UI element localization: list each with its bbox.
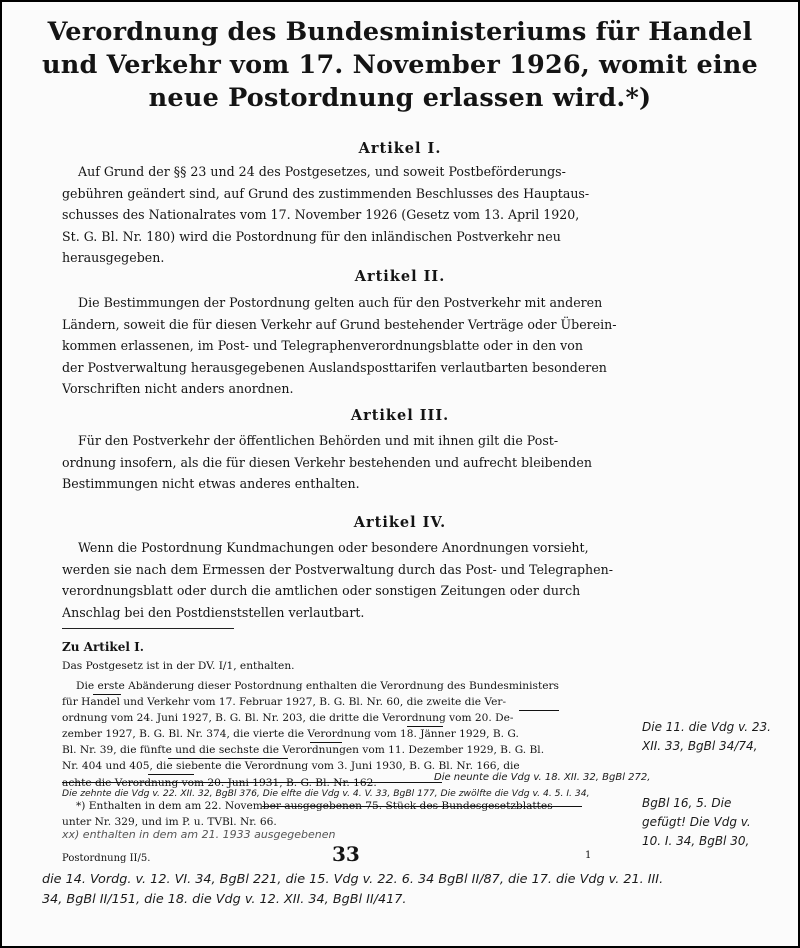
title-line: neue Postordnung erlassen wird.*)	[148, 83, 652, 113]
title-line: Verordnung des Bundesministeriums für Handel	[47, 17, 753, 47]
handwritten-line: XII. 33, BgBl 34/74,	[642, 739, 758, 753]
strikethrough-mark	[62, 782, 442, 783]
article-4-heading: Artikel IV.	[353, 514, 447, 531]
text-line: Bl. Nr. 39, die fünfte und die sechste die Verordnungen vom 11. Dezember 1929, B. G. Bl.	[62, 744, 545, 757]
underline-mark	[148, 774, 194, 775]
text-line: Bestimmungen nicht etwas anderes enthalten.	[62, 476, 360, 492]
page-number: 33	[332, 842, 360, 866]
handwritten-note: xx) enthalten in dem am 21. 1933 ausgegebenen	[62, 828, 336, 841]
text-line: ordnung vom 24. Juni 1927, B. G. Bl. Nr. 203, die dritte die Verordnung vom 20. De-	[62, 712, 514, 725]
footer-source: Postordnung II/5.	[62, 853, 151, 864]
handwritten-line: BgBl 16, 5. Die	[642, 796, 732, 810]
text-line: Wenn die Postordnung Kundmachungen oder besondere Anordnungen vorsieht,	[78, 540, 589, 555]
article-2-text	[62, 292, 780, 400]
text-line: Anschlag bei den Postdienststellen verlautbart.	[62, 604, 365, 620]
text-line: Ländern, soweit die für diesen Verkehr auf Grund bestehender Verträge oder Überein-	[62, 316, 617, 332]
text-line: Vorschriften nicht anders anordnen.	[62, 381, 294, 397]
article-4-text	[62, 537, 780, 623]
handwritten-note: Die neunte die Vdg v. 18. XII. 32, BgBl 272,	[434, 772, 651, 783]
text-line: Nr. 404 und 405, die siebente die Verordnung vom 3. Juni 1930, B. G. Bl. Nr. 166, die	[62, 760, 520, 773]
article-1-text	[62, 161, 780, 269]
handwritten-line: Die 11. die Vdg v. 23.	[642, 720, 771, 734]
underline-mark	[407, 726, 443, 727]
underline-mark	[310, 742, 342, 743]
article-3-heading: Artikel III.	[350, 407, 450, 424]
text-line: unter Nr. 329, und im P. u. TVBl. Nr. 66.	[62, 816, 277, 829]
text-line: herausgegeben.	[62, 250, 165, 266]
footnote-postgesetz	[62, 658, 640, 674]
text-line: Auf Grund der §§ 23 und 24 des Postgesetzes, und soweit Postbeförderungs-	[78, 164, 566, 179]
handwritten-note: 34, BgBl II/151, die 18. die Vdg v. 12. XII. 34, BgBl II/417.	[42, 892, 407, 907]
text-line: Die Bestimmungen der Postordnung gelten auch für den Postverkehr mit anderen	[78, 295, 603, 310]
title-line: und Verkehr vom 17. November 1926, womit eine	[42, 50, 758, 80]
handwritten-line: 10. I. 34, BgBl 30,	[642, 834, 750, 848]
text-line: der Postverwaltung herausgegebenen Auslandsposttarifen verlautbarten besonderen	[62, 359, 607, 375]
handwritten-margin-notes	[642, 718, 798, 851]
text-line: kommen erlassenen, im Post- und Telegraphenverordnungsblatte oder in den von	[62, 338, 583, 354]
footnote-divider	[62, 628, 234, 629]
footer-sheet-number: 1	[585, 850, 592, 861]
text-line: gebühren geändert sind, auf Grund des zustimmenden Beschlusses des Hauptaus-	[62, 185, 590, 201]
article-1-heading: Artikel I.	[358, 140, 442, 157]
handwritten-note: Die zehnte die Vdg v. 22. XII. 32, BgBl 376, Die elfte die Vdg v. 4. V. 33, BgBl 177, Die zwölfte die Vdg v. 4. 5. I. 34,	[62, 788, 590, 799]
text-line: Für den Postverkehr der öffentlichen Behörden und mit ihnen gilt die Post-	[78, 433, 559, 448]
text-line: *) Enthalten in dem am 22. November ausgegebenen 75. Stück des Bundesgesetzblattes	[76, 800, 553, 812]
text-line: St. G. Bl. Nr. 180) wird die Postordnung für den inländischen Postverkehr neu	[62, 228, 561, 244]
text-line: für Handel und Verkehr vom 17. Februar 1927, B. G. Bl. Nr. 60, die zweite die Ver-	[62, 696, 507, 709]
text-line: zember 1927, B. G. Bl. Nr. 374, die vierte die Verordnung vom 18. Jänner 1929, B. G.	[62, 728, 519, 741]
underline-mark	[93, 694, 121, 695]
footnote-heading: Zu Artikel I.	[62, 640, 144, 654]
article-2-heading: Artikel II.	[354, 268, 446, 285]
text-line: achte die Verordnung vom 20. Juni 1931, B. G. Bl. Nr. 162.	[62, 776, 377, 789]
footnote-publication	[62, 798, 640, 830]
document-title	[22, 16, 778, 115]
underline-mark	[519, 710, 559, 711]
strikethrough-mark	[262, 806, 582, 807]
text-line: Das Postgesetz ist in der DV. I/1, enthalten.	[62, 660, 295, 672]
article-3-text	[62, 430, 780, 495]
text-line: verordnungsblatt oder durch die amtlichen oder sonstigen Zeitungen oder durch	[62, 583, 581, 599]
handwritten-line	[642, 775, 798, 794]
handwritten-line: gefügt! Die Vdg v.	[642, 815, 751, 829]
text-line: ordnung insofern, als die für diesen Verkehr bestehenden und aufrecht bleibenden	[62, 454, 592, 470]
underline-mark	[168, 758, 288, 759]
text-line: werden sie nach dem Ermessen der Postverwaltung durch das Post- und Telegraphen-	[62, 561, 613, 577]
text-line: schusses des Nationalrates vom 17. November 1926 (Gesetz vom 13. April 1920,	[62, 207, 580, 223]
handwritten-note: die 14. Vordg. v. 12. VI. 34, BgBl 221, die 15. Vdg v. 22. 6. 34 BgBl II/87, die 17. die Vdg v. 21. III.	[42, 872, 664, 887]
text-line: Die erste Abänderung dieser Postordnung enthalten die Verordnung des Bundesministers	[76, 680, 559, 692]
handwritten-line	[642, 756, 798, 775]
